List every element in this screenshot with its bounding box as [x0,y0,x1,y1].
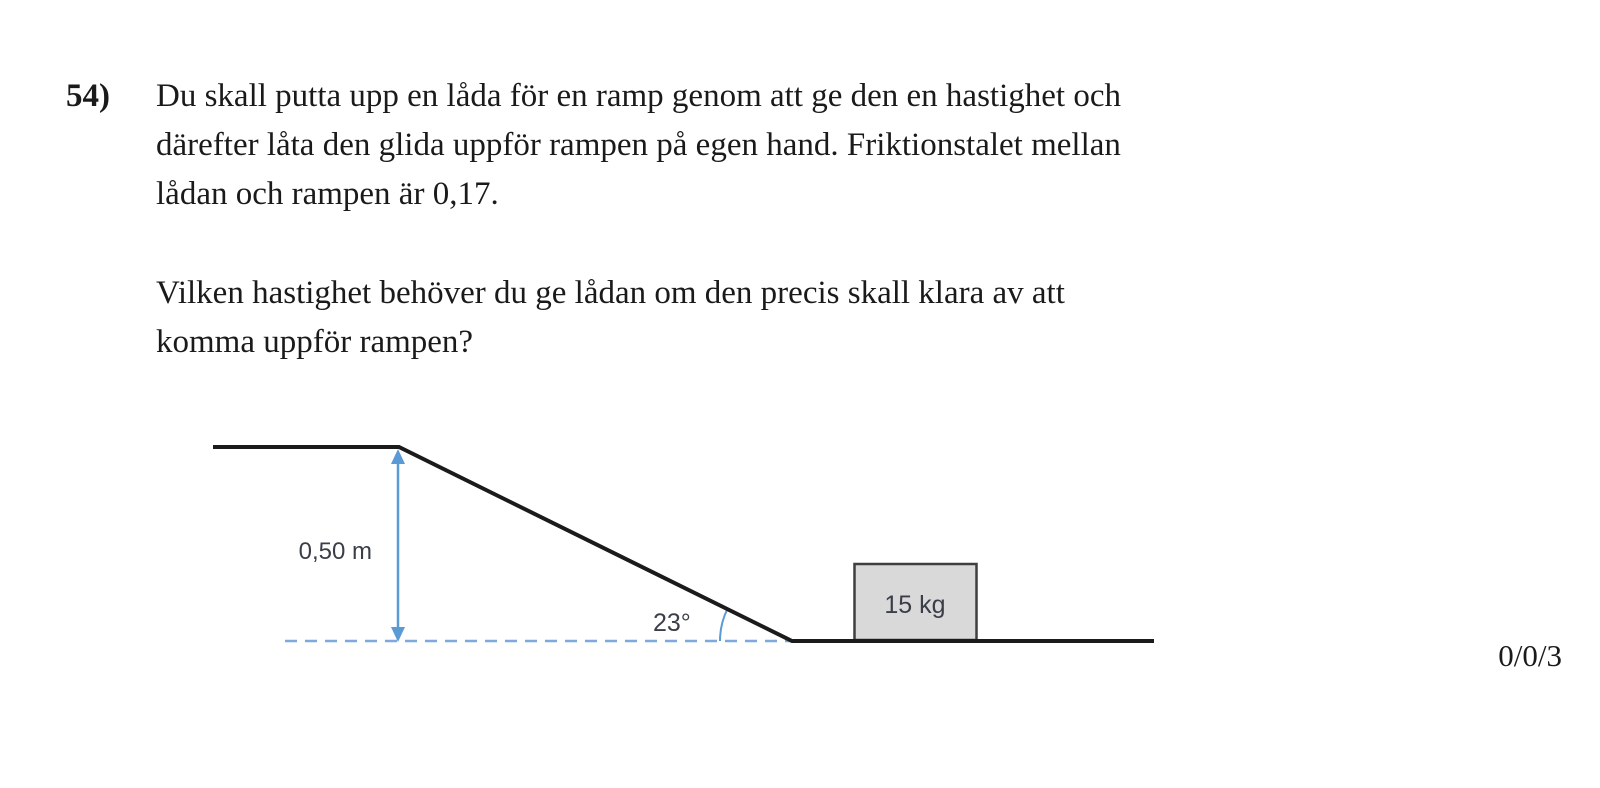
height-label: 0,50 m [298,538,372,565]
angle-arc [720,609,727,641]
statement-line-3: lådan och rampen är 0,17. [156,176,499,212]
angle-label: 23° [653,609,691,637]
score-label: 0/0/3 [1498,638,1562,673]
height-arrowhead-up-icon [391,449,405,464]
problem-number: 54) [66,78,110,114]
height-dimension-arrow [391,449,405,642]
question-line-2: komma uppför rampen? [156,324,474,360]
statement-line-1: Du skall putta upp en låda för en ramp genom att ge den en hastighet och [156,78,1121,114]
question-line-1: Vilken hastighet behöver du ge lådan om den precis skall klara av att [156,275,1065,311]
mass-label: 15 kg [884,591,946,619]
statement-line-2: därefter låta den glida uppför rampen på egen hand. Friktionstalet mellan [156,127,1121,163]
